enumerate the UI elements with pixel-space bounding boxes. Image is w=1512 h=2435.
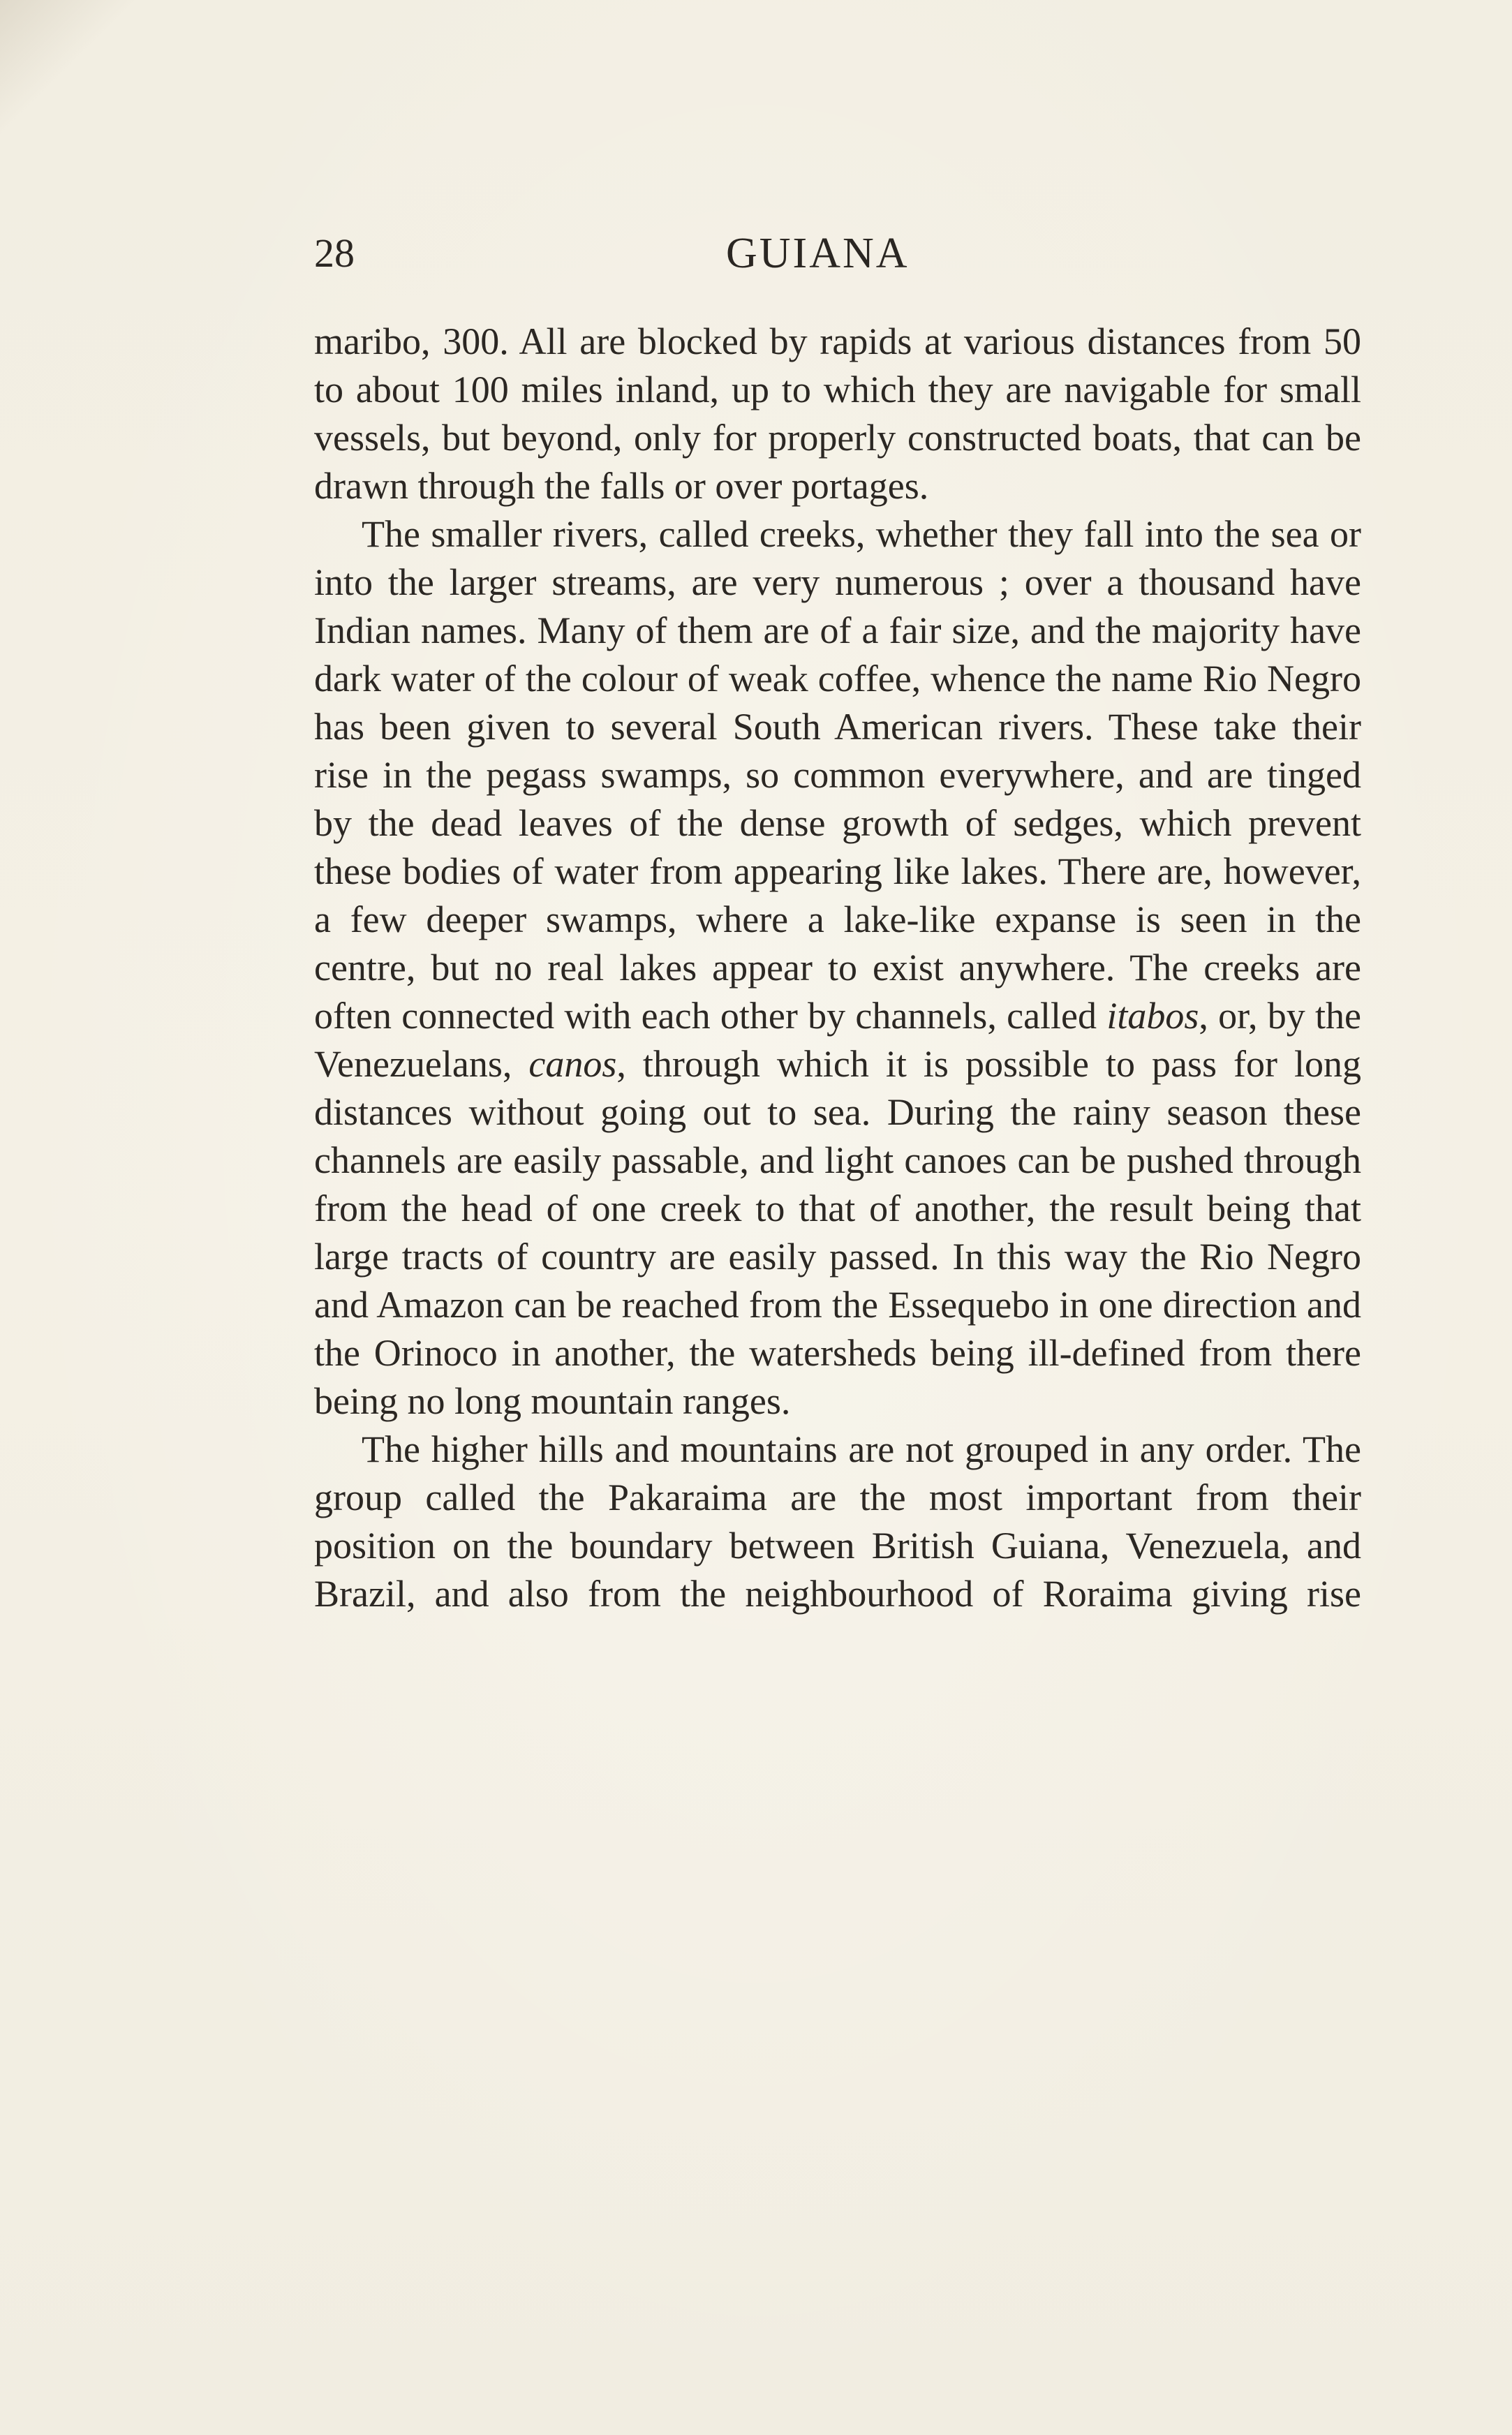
page-corner-crease: [0, 0, 154, 154]
italic-term-itabos: itabos: [1106, 995, 1199, 1037]
page-header: [314, 222, 1361, 285]
page-number: 28: [314, 230, 355, 276]
paragraph-3: The higher hills and mountains are not grouped in any order. The group called the Pakaraima are the most important from their position on the boundary between British Guiana, Venezuela, and Brazil, and also from the neighbourhood of Roraima giving rise: [314, 1428, 1361, 1615]
paragraph-2-part-a: The smaller rivers, called creeks, whether they fall into the sea or into the larger streams, are very numerous ; over a thousand have Indian names. Many of them are of a fair size, and the majority have dark water of the colour of weak coffee, whence the name Rio Negro has been given to several South American rivers. These take their rise in the pegass swamps, so common everywhere, and are tinged by the dead leaves of the dense growth of sedges, which prevent these bodies of water from appearing like lakes. There are, however, a few deeper swamps, where a lake-like expanse is seen in the centre, but no real lakes appear to exist anywhere. The creeks are often connected with each other by channels, called: [314, 513, 1361, 1037]
running-head: GUIANA: [726, 230, 910, 277]
body-text: [314, 318, 1361, 1618]
paragraph-1: maribo, 300. All are blocked by rapids at various distances from 50 to about 100 miles inland, up to which they are navigable for small vessels, but beyond, only for properly constructed boats, that can be drawn through the falls or over portages.: [314, 320, 1361, 507]
paragraph-2: [314, 510, 1361, 1426]
italic-term-canos: canos: [528, 1043, 617, 1085]
paragraph-2-part-c: , through which it is possible to pass for long distances without going out to sea. During the rainy season these channels are easily passable, and light canoes can be pushed through from the head of one creek to that of another, the result being that large tracts of country are easily passed. In this way the Rio Negro and Amazon can be reached from the Essequebo in one direction and the Orinoco in another, the watersheds being ill-defined from there being no long mountain ranges.: [314, 1043, 1362, 1422]
paragraph-2-part-b: , or, by the Venezuelans,: [314, 995, 1361, 1085]
